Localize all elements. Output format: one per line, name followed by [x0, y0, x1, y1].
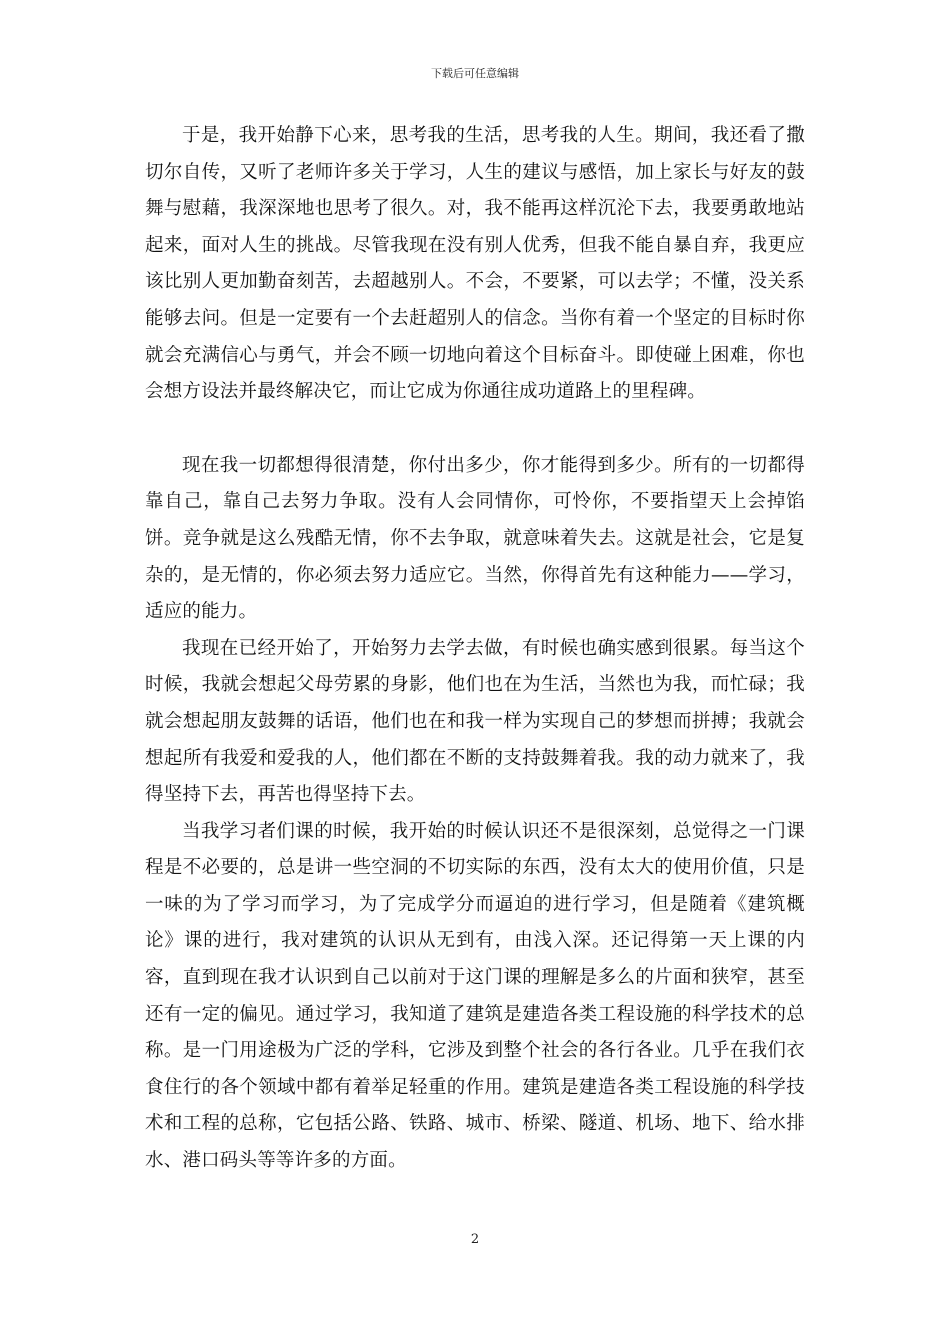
page-number: 2: [470, 1232, 480, 1247]
paragraph-society: 现在我一切都想得很清楚，你付出多少，你才能得到多少。所有的一切都得靠自己，靠自己去努力争取。没有人会同情你，可怜你，不要指望天上会掉馅饼。竞争就是这么残酷无情，你不去争取，就意味着失去。这就是社会，它是复杂的，是无情的，你必须去努力适应它。当然，你得首先有这种能力——学习，适应的能力。: [145, 454, 805, 623]
paragraph-architecture-course: 当我学习者们课的时候，我开始的时候认识还不是很深刻，总觉得之一门课程是不必要的，总是讲一些空洞的不切实际的东西，没有太大的使用价值，只是一味的为了学习而学习，为了完成学分而逼迫的进行学习，但是随着《建筑概论》课的进行，我对建筑的认识从无到有，由浅入深。还记得第一天上课的内容，直到现在我才认识到自己以前对于这门课的理解是多么的片面和狭窄，甚至还有一定的偏见。通过学习，我知道了建筑是建造各类工程设施的科学技术的总称。是一门用途极为广泛的学科，它涉及到整个社会的各行各业。几乎在我们衣食住行的各个领域中都有着举足轻重的作用。建筑是建造各类工程设施的科学技术和工程的总称，它包括公路、铁路、城市、桥梁、隧道、机场、地下、给水排水、港口码头等等许多的方面。: [145, 820, 805, 1172]
document-body: [145, 118, 805, 1180]
page-header: 下载后可任意编辑: [431, 67, 519, 80]
paragraph-motivation: 我现在已经开始了，开始努力去学去做，有时候也确实感到很累。每当这个时候，我就会想起父母劳累的身影，他们也在为生活，当然也为我，而忙碌；我就会想起朋友鼓舞的话语，他们也在和我一样为实现自己的梦想而拼搏；我就会想起所有我爱和爱我的人，他们都在不断的支持鼓舞着我。我的动力就来了，我得坚持下去，再苦也得坚持下去。: [145, 637, 805, 806]
paragraph-reflection: 于是，我开始静下心来，思考我的生活，思考我的人生。期间，我还看了撒切尔自传，又听了老师许多关于学习，人生的建议与感悟，加上家长与好友的鼓舞与慰藉，我深深地也思考了很久。对，我不能再这样沉沦下去，我要勇敢地站起来，面对人生的挑战。尽管我现在没有别人优秀，但我不能自暴自弃，我更应该比别人更加勤奋刻苦，去超越别人。不会，不要紧，可以去学；不懂，没关系能够去问。但是一定要有一个去赶超别人的信念。当你有着一个坚定的目标时你就会充满信心与勇气，并会不顾一切地向着这个目标奋斗。即使碰上困难，你也会想方设法并最终解决它，而让它成为你通往成功道路上的里程碑。: [145, 125, 805, 403]
